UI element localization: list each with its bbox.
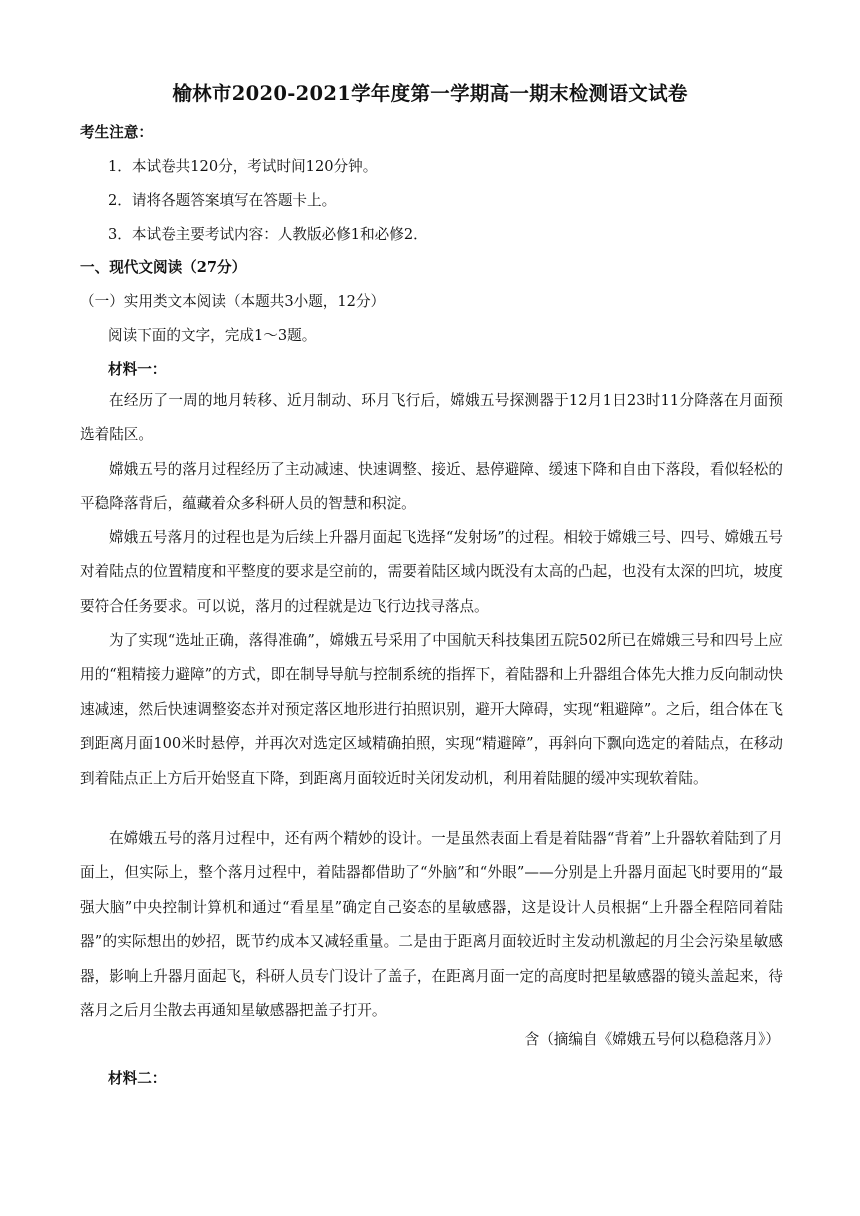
paragraph-2: 嫦娥五号的落月过程经历了主动减速、快速调整、接近、悬停避障、缓速下降和自由下落段，看似轻松的平稳降落背后，蕴藏着众多科研人员的智慧和积淀。 bbox=[80, 461, 783, 513]
paragraph-3: 嫦娥五号落月的过程也是为后续上升器月面起飞选择“发射场”的过程。相较于嫦娥三号、四号、嫦娥五号对着陆点的位置精度和平整度的要求是空前的，需要着陆区域内既没有太高的凸起，也没有太深的凹坑，坡度要符合任务要求。可以说，落月的过程就是边飞行边找寻落点。 bbox=[80, 529, 783, 615]
paragraph-4: 为了实现“选址正确，落得准确”，嫦娥五号采用了中国航天科技集团五院502所已在嫦娥三号和四号上应用的“粗精接力避障”的方式，即在制导导航与控制系统的指挥下，着陆器和上升器组合体先大推力反向制动快速减速，然后快速调整姿态并对预定落区地形进行拍照识别，避开大障碍，实现“粗避障”。之后，组合体在飞到距离月面100米时悬停，并再次对选定区域精确拍照，实现“精避障”，再斜向下飘向选定的着陆点，在移动到着陆点正上方后开始竖直下降，到距离月面较近时关闭发动机，利用着陆腿的缓冲实现软着陆。 bbox=[80, 632, 783, 787]
section-heading: 一、现代文阅读（27分） bbox=[80, 259, 247, 276]
material-1-label: 材料一： bbox=[108, 361, 167, 378]
notice-item-2: 2．请将各题答案填写在答题卡上。 bbox=[108, 192, 337, 209]
reading-instruction: 阅读下面的文字，完成1～3题。 bbox=[108, 327, 317, 344]
notice-item-3: 3．本试卷主要考试内容：人教版必修1和必修2． bbox=[108, 226, 428, 243]
paragraph-1: 在经历了一周的地月转移、近月制动、环月飞行后，嫦娥五号探测器于12月1日23时11分降落在月面预选着陆区。 bbox=[80, 392, 783, 444]
sub-section-heading: （一）实用类文本阅读（本题共3小题，12分） bbox=[80, 293, 386, 310]
material-2-label: 材料二： bbox=[108, 1070, 167, 1087]
notice-item-1: 1．本试卷共120分，考试时间120分钟。 bbox=[108, 158, 378, 175]
notice-heading: 考生注意： bbox=[80, 124, 153, 141]
paragraph-5: 在嫦娥五号的落月过程中，还有两个精妙的设计。一是虽然表面上看是着陆器“背着”上升器软着陆到了月面上，但实际上，整个落月过程中，着陆器都借助了“外脑”和“外眼”——分别是上升器月面起飞时要用的“最强大脑”中央控制计算机和通过“看星星”确定自己姿态的星敏感器，这是设计人员根据“上升器全程陪同着陆器”的实际想出的妙招，既节约成本又减轻重量。二是由于距离月面较近时主发动机激起的月尘会污染星敏感器，影响上升器月面起飞，科研人员专门设计了盖子，在距离月面一定的高度时把星敏感器的镜头盖起来，待落月之后月尘散去再通知星敏感器把盖子打开。 bbox=[80, 830, 783, 1020]
exam-title: 榆林市2020-2021学年度第一学期高一期末检测语文试卷 bbox=[172, 82, 688, 105]
source-citation: 含（摘编自《嫦娥五号何以稳稳落月》） bbox=[524, 1031, 780, 1048]
